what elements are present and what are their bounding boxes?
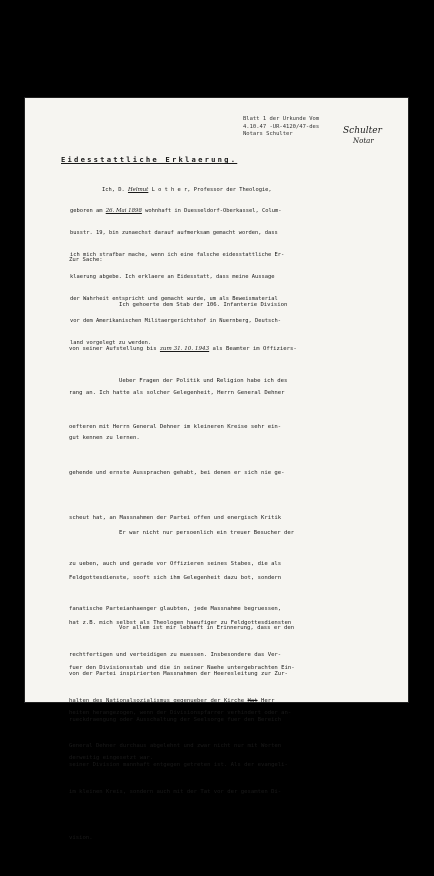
struck-word: Hat [247,697,258,704]
notary-signature [343,126,382,146]
paragraph-text: halten des Nationalsozialismus gegenueber der Kirche [69,697,248,704]
paragraph-line: hat z.B. mich selbst als Theologen haeufiger zu Feldgottesdiensten [69,620,292,626]
signature-title: Notar [353,137,374,145]
paragraph-line: zu ueben, auch und gerade vor Offizieren seines Stabes, die als [69,560,282,567]
handwritten-birth-date: 26. Mai 1898 [105,208,142,215]
paragraph-line: Vor allem ist mir lebhaft in Erinnerung, dass er den [119,625,295,632]
intro-line: der Wahrheit entspricht und gemacht wurde, um als Beweismaterial [70,296,278,303]
intro-text: geboren am [70,208,106,215]
paragraph-line: Ich gehoerte dem Stab der 106. Infanterie Division [119,301,288,308]
handwritten-first-name: Helmut [127,186,149,193]
intro-text: wohnhaft in Duesseldorf-Oberkassel, Colum- [141,208,282,215]
paragraph-line: gehende und ernste Aussprachen gehabt, bei denen er sich nie ge- [69,469,285,476]
intro-line: busstr. 19, bin zunaechst darauf aufmerksam gemacht worden, dass [70,230,278,237]
paragraph-line: im kleinen Kreis, sondern auch mit der Tat vor der gesamten Di- [69,788,282,795]
paragraph-line: rechtfertigen und verteidigen zu muessen. Insbesondere das Ver- [69,652,282,659]
paragraph-line: fuer den Divisionsstab und die in seiner Naehe untergebrachten Ein- [69,665,295,671]
paragraph-line: seiner Division mannhaft entgegen getreten ist. Als der evangeli- [69,762,288,769]
intro-line: ich mich strafbar mache, wenn ich eine falsche eidesstattliche Er- [70,252,285,259]
signature-name: Schulter [343,126,382,136]
paragraph-text: als Beamter im Offiziers- [209,345,297,352]
paragraph-line: vision. [69,834,93,841]
intro-text: Ich, D. [102,186,128,193]
paragraph-text: von seiner Aufstellung bis [69,345,160,352]
paragraph-line: oefteren mit Herrn General Dehner im kleineren Kreise sehr ein- [69,424,282,431]
paragraph-line: Feldgottesdienste, sooft sich ihm Gelegenheit dazu bot, sondern [69,575,282,581]
paragraph-line: Ueber Fragen der Politik und Religion habe ich des [119,378,288,385]
stamp-line: Notars Schulter [243,131,293,137]
paragraph-line: gut kennen zu lernen. [69,434,140,441]
paragraph-line: scheut hat, an Massnahmen der Partei offen und energisch Kritik [69,515,282,522]
document-title: Eidesstattliche Erklaerung. [61,155,238,164]
paragraph-line: von der Partei inspirierten Massnahmen der Heeresleitung zur Zur- [69,671,288,678]
stamp-line: 4.10.47 -UR-4120/47-des [243,123,320,130]
paragraph-line: Er war nicht nur persoenlich ein treuer Besucher der [119,530,295,536]
paragraph-line: rueckdraengung oder Ausschaltung der Seelsorge fuer den Bereich [69,716,282,723]
paragraph-text: Herr [257,697,275,704]
intro-line: vor dem Amerikanischen Militaergerichtshof in Nuernberg, Deutsch- [70,317,281,324]
paragraph-line: General Dehner durchaus abgelehnt und zwar nicht nur mit Worten [69,743,282,750]
paragraph-line: fanatische Parteianhaenger glaubten, jede Massnahme begruessen, [69,606,282,613]
paragraph-4 [69,591,294,804]
paragraph-line: derweitig eingesetzt war. [69,755,154,761]
paragraph-line: heiten herangezogen, wenn der Divisionspfarrer verhindert oder an- [69,710,292,716]
handwritten-date: zum 31. 10. 1943 [159,345,210,352]
intro-line: land vorgelegt zu werden. [70,339,152,346]
paragraph-line: rang an. Ich hatte als solcher Gelegenheit, Herrn General Dehner [69,390,285,397]
stamp-line: Blatt 1 der Urkunde Vom [243,116,320,122]
document-page [24,97,409,841]
notary-stamp [243,116,319,139]
section-heading: Zur Sache: [69,257,103,263]
intro-line: klaerung abgebe. Ich erklaere an Eidesstatt, dass meine Aussage [70,274,275,281]
intro-text: L o t h e r, Professor der Theologie, [148,186,272,193]
